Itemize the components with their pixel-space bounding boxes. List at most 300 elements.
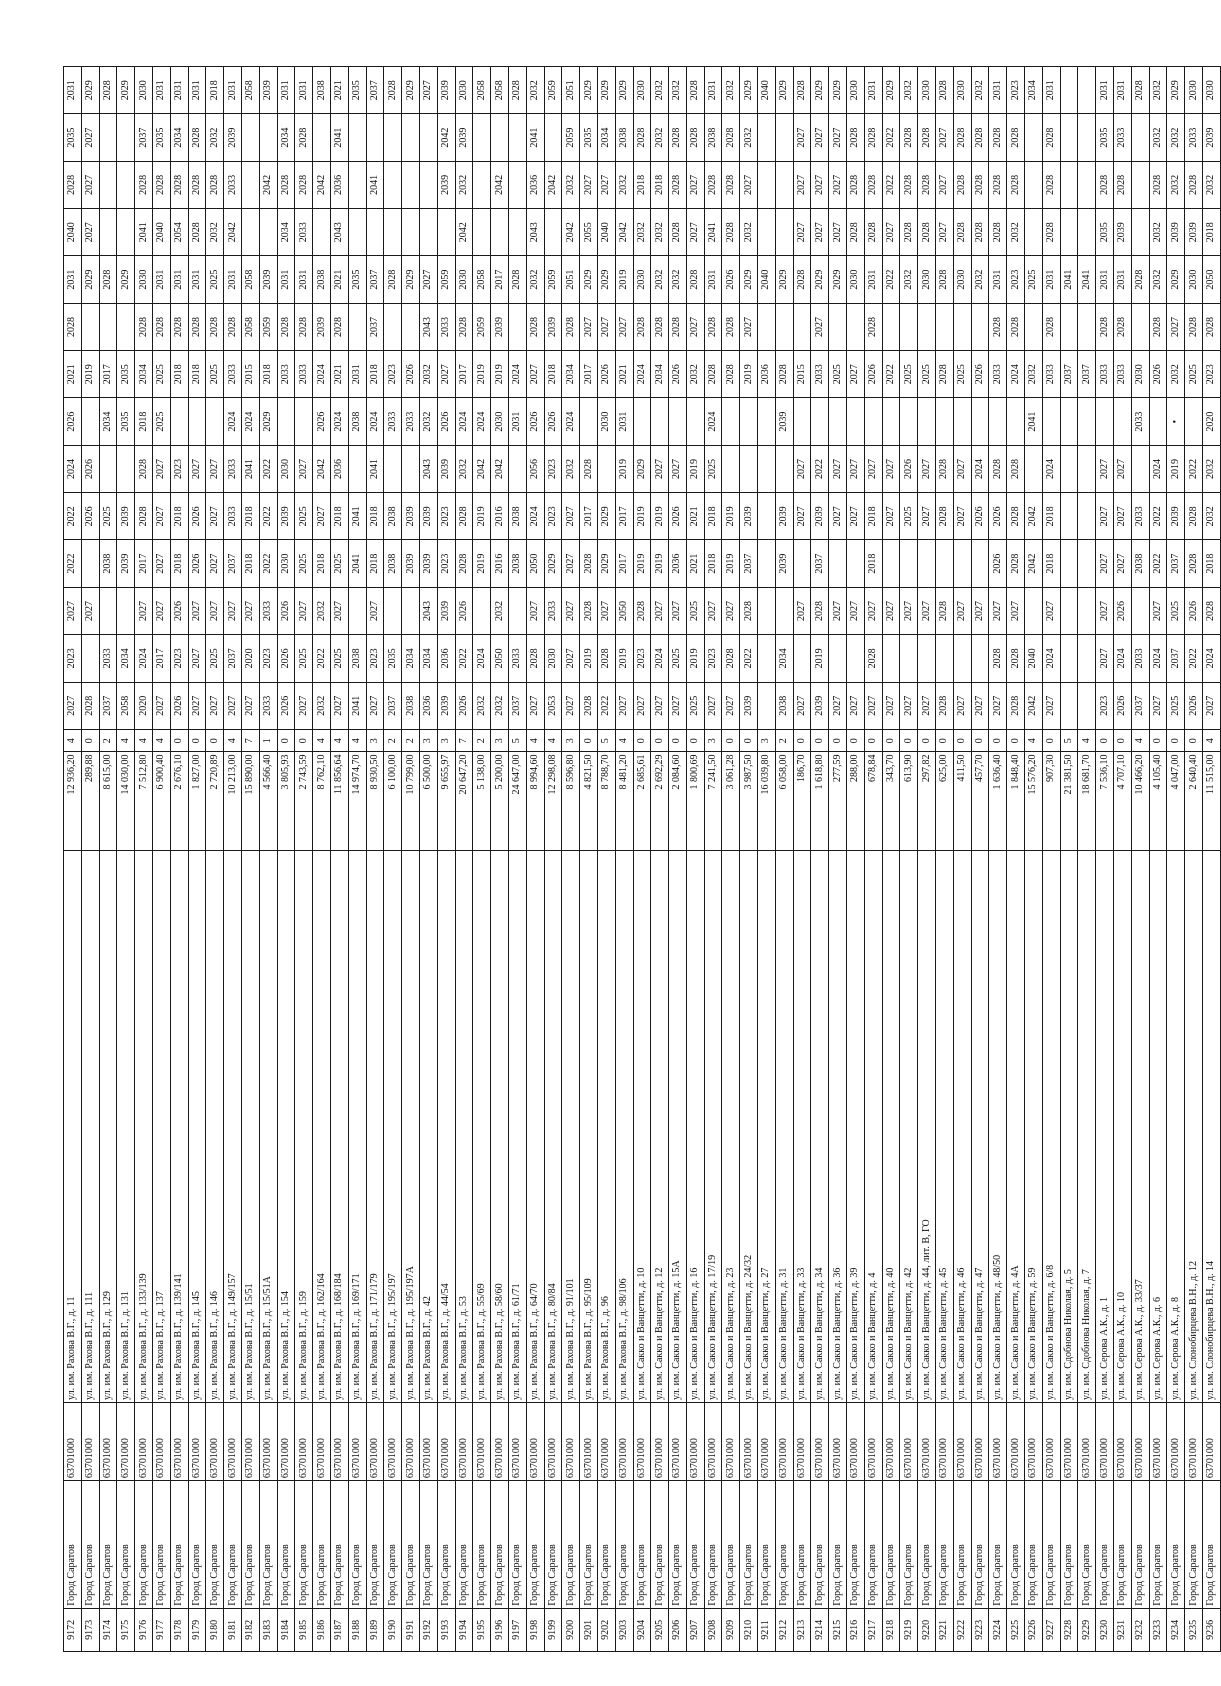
year-cell: 2021 — [64, 351, 82, 398]
oktmo-cell: 63701000 — [366, 1402, 384, 1480]
table-row — [330, 67, 348, 1652]
oktmo-cell: 63701000 — [758, 1402, 776, 1480]
year-cell — [775, 303, 793, 350]
year-cell: 2030 — [597, 398, 615, 445]
settlement-cell: Город Саратов — [1203, 1481, 1221, 1609]
year-cell: 2029 — [775, 67, 793, 114]
year-cell: 2050 — [615, 587, 633, 634]
year-cell — [348, 445, 366, 492]
year-cell — [864, 398, 882, 445]
year-cell — [1078, 114, 1096, 161]
year-cell: 2029 — [633, 445, 651, 492]
address-cell: ул. им. Сдобнова Николая, д. 5 — [1060, 851, 1078, 1403]
settlement-cell: Город Саратов — [117, 1481, 135, 1609]
year-cell — [259, 114, 277, 161]
year-cell — [953, 540, 971, 587]
year-cell: 2027 — [918, 445, 936, 492]
year-cell: 2032 — [1167, 161, 1185, 208]
year-cell: 2035 — [152, 114, 170, 161]
year-cell: 2027 — [882, 445, 900, 492]
year-cell — [758, 209, 776, 256]
year-cell — [758, 161, 776, 208]
year-cell — [1060, 161, 1078, 208]
year-cell: 2028 — [793, 67, 811, 114]
year-cell: 2033 — [544, 587, 562, 634]
table-row — [544, 67, 562, 1652]
year-cell: 2039 — [402, 493, 420, 540]
year-cell: 2024 — [1149, 635, 1167, 682]
year-cell: 2027 — [1096, 493, 1114, 540]
year-cell: 2035 — [384, 635, 402, 682]
year-cell: 2058 — [117, 682, 135, 729]
year-cell: 2027 — [206, 445, 224, 492]
settlement-cell: Город Саратов — [544, 1481, 562, 1609]
method-cell: 4 — [615, 729, 633, 752]
table-row — [206, 67, 224, 1652]
year-cell: 2028 — [686, 67, 704, 114]
year-cell: 2038 — [508, 493, 526, 540]
year-cell: 2027 — [366, 587, 384, 634]
year-cell — [1131, 303, 1149, 350]
year-cell — [847, 635, 865, 682]
year-cell: 2042 — [1025, 493, 1043, 540]
year-cell — [1131, 587, 1149, 634]
year-cell: 2025 — [704, 445, 722, 492]
year-cell: 2027 — [847, 351, 865, 398]
year-cell: 2039 — [544, 303, 562, 350]
year-cell: 2028 — [1042, 114, 1060, 161]
row-number: 9174 — [99, 1608, 117, 1651]
year-cell — [402, 209, 420, 256]
year-cell: 2025 — [953, 351, 971, 398]
year-cell: 2028 — [989, 303, 1007, 350]
year-cell — [775, 587, 793, 634]
year-cell — [1025, 303, 1043, 350]
area-cell: 411,50 — [953, 752, 971, 851]
year-cell — [597, 445, 615, 492]
year-cell: 2036 — [330, 161, 348, 208]
settlement-cell: Город Саратов — [989, 1481, 1007, 1609]
year-cell: 2038 — [1131, 540, 1149, 587]
year-cell: 2037 — [1078, 351, 1096, 398]
year-cell: 2026 — [277, 635, 295, 682]
year-cell: 2032 — [651, 114, 669, 161]
year-cell — [419, 209, 437, 256]
method-cell: 0 — [651, 729, 669, 752]
year-cell: 2027 — [64, 587, 82, 634]
oktmo-cell: 63701000 — [348, 1402, 366, 1480]
year-cell: 2017 — [99, 351, 117, 398]
row-number: 9189 — [366, 1608, 384, 1651]
year-cell — [241, 209, 259, 256]
year-cell: 2018 — [170, 351, 188, 398]
year-cell: 2041 — [348, 540, 366, 587]
year-cell: 2032 — [1149, 256, 1167, 303]
row-number: 9204 — [633, 1608, 651, 1651]
year-cell: 2027 — [437, 351, 455, 398]
year-cell: 2027 — [1096, 540, 1114, 587]
area-cell: 4 821,50 — [580, 752, 598, 851]
year-cell: 2027 — [864, 445, 882, 492]
year-cell — [1060, 587, 1078, 634]
year-cell: 2040 — [64, 209, 82, 256]
year-cell: 2033 — [1131, 493, 1149, 540]
address-cell: ул. им. Рахова В.Г., д. 53 — [455, 851, 473, 1403]
table-row — [473, 67, 491, 1652]
year-cell — [1060, 209, 1078, 256]
year-cell: 2038 — [775, 682, 793, 729]
year-cell: 2024 — [455, 398, 473, 445]
year-cell: 2027 — [188, 682, 206, 729]
year-cell: 2018 — [188, 351, 206, 398]
table-row — [277, 67, 295, 1652]
year-cell: 2027 — [188, 635, 206, 682]
year-cell — [99, 161, 117, 208]
year-cell: 2024 — [135, 635, 153, 682]
settlement-cell: Город Саратов — [758, 1481, 776, 1609]
method-cell: 0 — [1167, 729, 1185, 752]
area-cell: 6 900,40 — [152, 752, 170, 851]
row-number: 9190 — [384, 1608, 402, 1651]
year-cell: 2027 — [562, 682, 580, 729]
address-cell: ул. им. Сакко и Ванцетти, д. 6/8 — [1042, 851, 1060, 1403]
area-cell: 343,70 — [882, 752, 900, 851]
year-cell: 2043 — [419, 303, 437, 350]
year-cell: 2027 — [829, 114, 847, 161]
year-cell: 2028 — [330, 303, 348, 350]
year-cell: 2027 — [829, 445, 847, 492]
year-cell: 2034 — [99, 398, 117, 445]
year-cell: 2027 — [953, 587, 971, 634]
year-cell: 2059 — [473, 303, 491, 350]
oktmo-cell: 63701000 — [811, 1402, 829, 1480]
row-number: 9226 — [1025, 1608, 1043, 1651]
oktmo-cell: 63701000 — [1185, 1402, 1203, 1480]
year-cell: 2028 — [170, 161, 188, 208]
address-cell: ул. им. Рахова В.Г., д. 195/197 — [384, 851, 402, 1403]
year-cell: 2016 — [491, 493, 509, 540]
row-number: 9202 — [597, 1608, 615, 1651]
year-cell: 2039 — [740, 682, 758, 729]
area-cell: 288,00 — [847, 752, 865, 851]
year-cell: 2037 — [1167, 540, 1185, 587]
address-cell: ул. им. Рахова В.Г., д. 131 — [117, 851, 135, 1403]
year-cell: 2027 — [241, 587, 259, 634]
year-cell: 2019 — [580, 635, 598, 682]
year-cell: 2028 — [135, 161, 153, 208]
year-cell: 2018 — [704, 493, 722, 540]
address-cell: ул. им. Сакко и Ванцетти, д. 45 — [936, 851, 954, 1403]
year-cell: 2039 — [491, 303, 509, 350]
year-cell: 2024 — [313, 351, 331, 398]
year-cell: 2028 — [1114, 161, 1132, 208]
year-cell: 2027 — [811, 161, 829, 208]
oktmo-cell: 63701000 — [313, 1402, 331, 1480]
year-cell: 2024 — [562, 398, 580, 445]
year-cell: 2040 — [597, 209, 615, 256]
year-cell: 2031 — [170, 256, 188, 303]
year-cell: 2034 — [170, 114, 188, 161]
year-cell: 2033 — [508, 635, 526, 682]
year-cell: 2018 — [1203, 209, 1221, 256]
year-cell: 2028 — [989, 161, 1007, 208]
table-row — [936, 67, 954, 1652]
year-cell: 2028 — [722, 351, 740, 398]
year-cell: 2029 — [775, 256, 793, 303]
year-cell: 2027 — [811, 303, 829, 350]
year-cell — [348, 161, 366, 208]
year-cell: 2027 — [206, 540, 224, 587]
oktmo-cell: 63701000 — [580, 1402, 598, 1480]
oktmo-cell: 63701000 — [402, 1402, 420, 1480]
area-cell: 2 743,59 — [295, 752, 313, 851]
year-cell — [1060, 398, 1078, 445]
year-cell: 2028 — [740, 587, 758, 634]
oktmo-cell: 63701000 — [775, 1402, 793, 1480]
year-cell: 2042 — [491, 161, 509, 208]
year-cell: 2026 — [1149, 351, 1167, 398]
area-cell: 1 800,69 — [686, 752, 704, 851]
table-row — [758, 67, 776, 1652]
table-row — [1167, 67, 1185, 1652]
year-cell: 2042 — [562, 209, 580, 256]
year-cell: 2037 — [1060, 351, 1078, 398]
address-cell: ул. им. Рахова В.Г., д. 168/184 — [330, 851, 348, 1403]
year-cell: 2024 — [473, 398, 491, 445]
year-cell: 2034 — [277, 114, 295, 161]
year-cell: 2023 — [170, 635, 188, 682]
row-number: 9191 — [402, 1608, 420, 1651]
settlement-cell: Город Саратов — [366, 1481, 384, 1609]
year-cell — [544, 209, 562, 256]
year-cell: 2027 — [953, 682, 971, 729]
address-cell: ул. им. Рахова В.Г., д. 15/51А — [259, 851, 277, 1403]
method-cell: 0 — [669, 729, 687, 752]
address-cell: ул. им. Сакко и Ванцетти, д. 36 — [829, 851, 847, 1403]
year-cell: 2028 — [918, 209, 936, 256]
year-cell: 2028 — [1007, 114, 1025, 161]
year-cell: 2026 — [722, 256, 740, 303]
area-cell: 14 974,70 — [348, 752, 366, 851]
area-cell: 2 692,29 — [651, 752, 669, 851]
method-cell: 4 — [117, 729, 135, 752]
year-cell — [1131, 209, 1149, 256]
method-cell: 4 — [135, 729, 153, 752]
year-cell: 2028 — [188, 303, 206, 350]
year-cell: 2027 — [615, 682, 633, 729]
year-cell: 2028 — [704, 303, 722, 350]
year-cell: 2027 — [597, 587, 615, 634]
method-cell: 0 — [953, 729, 971, 752]
year-cell: 2027 — [669, 587, 687, 634]
year-cell: 2039 — [1114, 209, 1132, 256]
year-cell: 2058 — [473, 256, 491, 303]
year-cell: 2043 — [526, 209, 544, 256]
year-cell: 2024 — [971, 445, 989, 492]
year-cell: 2039 — [740, 493, 758, 540]
year-cell: 2031 — [277, 67, 295, 114]
year-cell: 2041 — [704, 209, 722, 256]
area-cell: 289,88 — [81, 752, 99, 851]
year-cell: 2031 — [170, 67, 188, 114]
oktmo-cell: 63701000 — [224, 1402, 242, 1480]
row-number: 9225 — [1007, 1608, 1025, 1651]
year-cell: 2039 — [402, 540, 420, 587]
year-cell — [651, 398, 669, 445]
year-cell: 2027 — [793, 161, 811, 208]
year-cell: 2028 — [1149, 303, 1167, 350]
year-cell: 2042 — [313, 161, 331, 208]
year-cell: 2032 — [651, 209, 669, 256]
year-cell: 2028 — [651, 303, 669, 350]
year-cell: 2033 — [224, 351, 242, 398]
settlement-cell: Город Саратов — [1042, 1481, 1060, 1609]
year-cell: 2041 — [1060, 256, 1078, 303]
oktmo-cell: 63701000 — [1114, 1402, 1132, 1480]
year-cell: 2043 — [419, 587, 437, 634]
year-cell — [81, 540, 99, 587]
area-cell: 8 596,80 — [562, 752, 580, 851]
row-number: 9205 — [651, 1608, 669, 1651]
year-cell: 2033 — [1185, 114, 1203, 161]
year-cell: 2035 — [117, 351, 135, 398]
year-cell: 2042 — [615, 209, 633, 256]
year-cell: 2043 — [419, 445, 437, 492]
year-cell: 2022 — [597, 682, 615, 729]
year-cell: 2019 — [615, 635, 633, 682]
year-cell — [1078, 161, 1096, 208]
row-number: 9179 — [188, 1608, 206, 1651]
row-number: 9208 — [704, 1608, 722, 1651]
year-cell: 2027 — [152, 587, 170, 634]
year-cell: 2018 — [366, 540, 384, 587]
year-cell: 2059 — [544, 67, 562, 114]
year-cell: 2021 — [330, 256, 348, 303]
year-cell: 2033 — [1096, 351, 1114, 398]
year-cell: 2033 — [989, 351, 1007, 398]
year-cell: 2018 — [170, 540, 188, 587]
year-cell: 2023 — [633, 635, 651, 682]
address-cell: ул. им. Рахова В.Г., д. 44/54 — [437, 851, 455, 1403]
year-cell: 2028 — [1007, 682, 1025, 729]
table-row — [170, 67, 188, 1652]
year-cell — [1078, 635, 1096, 682]
year-cell — [953, 635, 971, 682]
year-cell: 2018 — [313, 540, 331, 587]
year-cell: 2033 — [1131, 635, 1149, 682]
year-cell — [1060, 635, 1078, 682]
year-cell: 2026 — [437, 398, 455, 445]
rotated-table-stage — [63, 66, 1217, 1652]
year-cell — [348, 114, 366, 161]
year-cell: 2032 — [1167, 114, 1185, 161]
year-cell — [508, 209, 526, 256]
year-cell: 2032 — [651, 67, 669, 114]
year-cell — [1042, 398, 1060, 445]
year-cell: 2039 — [277, 493, 295, 540]
year-cell: 2027 — [1007, 587, 1025, 634]
year-cell: 2028 — [526, 635, 544, 682]
year-cell — [384, 303, 402, 350]
year-cell: 2027 — [330, 682, 348, 729]
area-cell: 15 890,00 — [241, 752, 259, 851]
year-cell: 2019 — [633, 540, 651, 587]
address-cell: ул. им. Рахова В.Г., д. 111 — [81, 851, 99, 1403]
year-cell — [1060, 682, 1078, 729]
settlement-cell: Город Саратов — [651, 1481, 669, 1609]
method-cell: 0 — [847, 729, 865, 752]
year-cell: 2028 — [722, 635, 740, 682]
table-row — [562, 67, 580, 1652]
area-cell: 2 640,40 — [1185, 752, 1203, 851]
oktmo-cell: 63701000 — [135, 1402, 153, 1480]
year-cell — [758, 540, 776, 587]
year-cell: 2037 — [740, 540, 758, 587]
oktmo-cell: 63701000 — [526, 1402, 544, 1480]
year-cell: 2032 — [971, 67, 989, 114]
year-cell: 2033 — [224, 161, 242, 208]
year-cell: 2028 — [1114, 303, 1132, 350]
year-cell: 2027 — [704, 587, 722, 634]
table-row — [1203, 67, 1221, 1652]
method-cell: 3 — [419, 729, 437, 752]
oktmo-cell: 63701000 — [455, 1402, 473, 1480]
row-number: 9175 — [117, 1608, 135, 1651]
method-cell: 4 — [544, 729, 562, 752]
year-cell: 2032 — [526, 67, 544, 114]
year-cell: 2027 — [740, 161, 758, 208]
year-cell: 2030 — [1203, 67, 1221, 114]
year-cell: 2029 — [597, 493, 615, 540]
address-cell: ул. им. Сакко и Ванцетти, д. 42 — [900, 851, 918, 1403]
address-cell: ул. им. Рахова В.Г., д. 61/71 — [508, 851, 526, 1403]
year-cell: 2019 — [740, 351, 758, 398]
year-cell — [793, 398, 811, 445]
year-cell: 2023 — [1203, 351, 1221, 398]
area-cell: 12 298,08 — [544, 752, 562, 851]
year-cell: 2029 — [597, 540, 615, 587]
oktmo-cell: 63701000 — [704, 1402, 722, 1480]
year-cell: 2041 — [348, 493, 366, 540]
area-cell: 24 647,00 — [508, 752, 526, 851]
year-cell — [1131, 445, 1149, 492]
year-cell: 2028 — [989, 209, 1007, 256]
year-cell: 2027 — [669, 445, 687, 492]
year-cell: 2033 — [277, 351, 295, 398]
year-cell: 2025 — [330, 635, 348, 682]
table-row — [64, 67, 82, 1652]
year-cell: 2029 — [597, 256, 615, 303]
year-cell: 2041 — [135, 209, 153, 256]
row-number: 9229 — [1078, 1608, 1096, 1651]
method-cell: 2 — [775, 729, 793, 752]
address-cell: ул. им. Рахова В.Г., д. 11 — [64, 851, 82, 1403]
area-cell: 1 618,80 — [811, 752, 829, 851]
year-cell — [491, 209, 509, 256]
year-cell: 2024 — [1149, 445, 1167, 492]
year-cell: 2034 — [117, 635, 135, 682]
year-cell: 2020 — [241, 635, 259, 682]
table-row — [1007, 67, 1025, 1652]
year-cell: 2028 — [1185, 493, 1203, 540]
oktmo-cell: 63701000 — [1203, 1402, 1221, 1480]
row-number: 9180 — [206, 1608, 224, 1651]
year-cell — [1131, 114, 1149, 161]
settlement-cell: Город Саратов — [918, 1481, 936, 1609]
year-cell: 2027 — [953, 493, 971, 540]
method-cell: 0 — [170, 729, 188, 752]
table-row — [686, 67, 704, 1652]
